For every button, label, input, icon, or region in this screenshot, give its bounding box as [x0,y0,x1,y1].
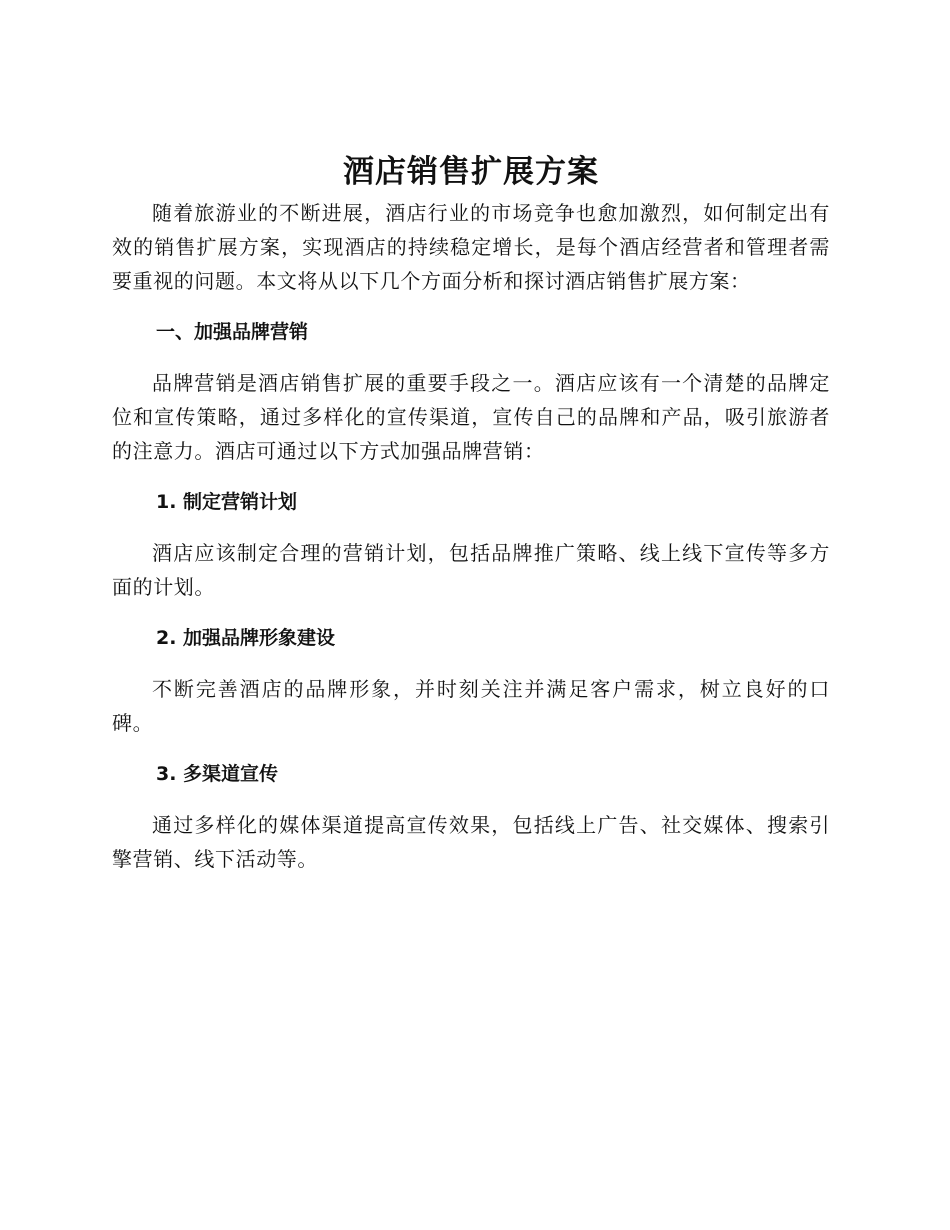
section-body-brand-marketing: 品牌营销是酒店销售扩展的重要手段之一。酒店应该有一个清楚的品牌定位和宣传策略，通过多样化的宣传渠道，宣传自己的品牌和产品，吸引旅游者的注意力。酒店可通过以下方式加强品牌营销： [112,371,830,463]
subsection-heading-marketing-plan: 1. 制定营销计划 [156,491,298,513]
subsection-body-multichannel: 通过多样化的媒体渠道提高宣传效果，包括线上广告、社交媒体、搜索引擎营销、线下活动等。 [112,813,830,871]
subsection-heading-brand-image: 2. 加强品牌形象建设 [156,627,336,649]
subsection-body-marketing-plan: 酒店应该制定合理的营销计划，包括品牌推广策略、线上线下宣传等多方面的计划。 [112,541,830,599]
subsection-body-brand-image: 不断完善酒店的品牌形象，并时刻关注并满足客户需求，树立良好的口碑。 [112,677,830,735]
document-title: 酒店销售扩展方案 [343,154,599,190]
subsection-heading-multichannel: 3. 多渠道宣传 [156,763,279,785]
document-page [112,150,830,876]
section-heading-brand-marketing: 一、加强品牌营销 [156,321,309,343]
intro-paragraph: 随着旅游业的不断进展，酒店行业的市场竞争也愈加激烈，如何制定出有效的销售扩展方案，实现酒店的持续稳定增长，是每个酒店经营者和管理者需要重视的问题。本文将从以下几个方面分析和探讨酒店销售扩展方案： [112,201,830,293]
